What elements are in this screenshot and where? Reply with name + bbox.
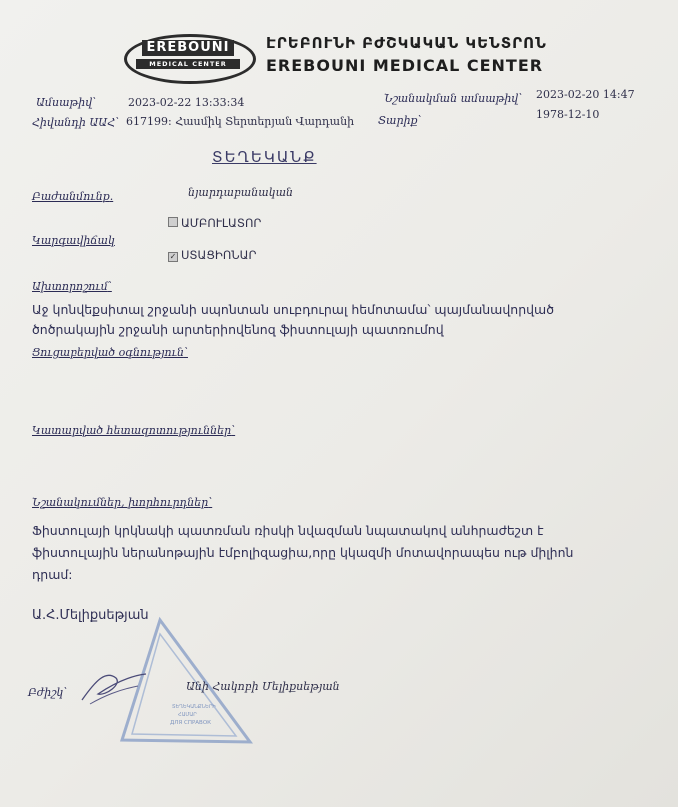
checkbox-icon xyxy=(168,217,178,227)
recommendation-line-3: դրամ: xyxy=(32,567,73,582)
doctor-full-name: Անի Հակոբի Մելիքսեթյան xyxy=(186,680,340,693)
recommendation-line-2: ֆիստուլային ներանոթային էմբոլիզացիա,որը կկազմի մոտավորապես ութ միլիոն xyxy=(32,545,574,560)
stamp-text-3: ДЛЯ СПРАВОК xyxy=(170,720,212,726)
date-value: 2023-02-22 13:33:34 xyxy=(128,96,245,109)
center-name-english: EREBOUNI MEDICAL CENTER xyxy=(266,56,544,75)
status-option-inpatient: ✓ ՍՏԱՑԻՈՆԱՐ xyxy=(169,248,257,262)
checkbox-checked-icon: ✓ xyxy=(169,252,177,261)
stamp-text-1: ՏԵՂԵԿԱՆՔՆԵՐԻ xyxy=(172,704,216,710)
status-option-outpatient: ԱՄԲՈՒԼԱՏՈՐ xyxy=(168,216,261,230)
appointment-date-value: 2023-02-20 14:47 xyxy=(536,88,635,101)
date-label: Ամսաթիվ՝ xyxy=(36,96,97,109)
department-value: նյարդաբանական xyxy=(188,186,293,199)
doctor-label: Բժիշկ՝ xyxy=(28,686,68,699)
care-provided-label: Ցուցաբերված օգնություն՝ xyxy=(32,346,188,359)
appointment-date-label: Նշանակման ամսաթիվ՝ xyxy=(384,92,523,105)
recommendation-line-1: Ֆիստուլայի կրկնակի պատռման ռիսկի նվազման նպատակով անհրաժեշտ է xyxy=(32,523,544,538)
handwritten-signature xyxy=(76,660,156,710)
status-label: Կարգավիճակ xyxy=(32,234,115,247)
research-label: Կատարված հետազոտություններ՝ xyxy=(32,424,236,437)
dob-value: 1978-12-10 xyxy=(536,108,600,121)
stamp-text-2: ՀԱՄԱՐ xyxy=(178,712,197,718)
patient-label: Հիվանդի ԱԱՀ՝ xyxy=(32,116,120,129)
recommendations-label: Նշանակումներ, խորհուրդներ՝ xyxy=(32,496,213,509)
patient-value: 617199: Հասմիկ Տերտերյան Վարդանի xyxy=(126,115,355,128)
department-label: Բաժանմունք. xyxy=(32,190,114,203)
handwritten-doctor-name: Ա.Հ.Մելիքսեթյան xyxy=(32,608,149,623)
diagnosis-label: Ախտորոշում՝ xyxy=(32,280,112,293)
logo-top-text: EREBOUNI xyxy=(142,40,234,56)
diagnosis-line-2: ծոծրակային շրջանի արտերիովենոզ ֆիստուլայի պատռումով xyxy=(32,322,444,337)
diagnosis-line-1: Աջ կոնվեքսիտալ շրջանի սպոնտան սուբդուրալ հեմոտամա՝ պայմանավորված xyxy=(32,302,554,317)
document-title: ՏԵՂԵԿԱՆՔ xyxy=(212,148,317,166)
logo-bottom-text: MEDICAL CENTER xyxy=(136,59,240,69)
erebouni-logo xyxy=(124,34,254,82)
dob-label: Տարիք՝ xyxy=(378,114,422,127)
center-name-armenian: ԷՐԵԲՈՒՆԻ ԲԺՇԿԱԿԱՆ ԿԵՆՏՐՈՆ xyxy=(266,34,547,52)
